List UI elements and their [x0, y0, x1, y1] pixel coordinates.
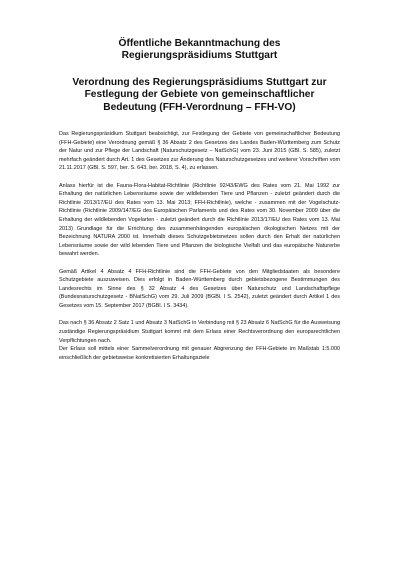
paragraph-collective-regulation: Der Erlass soll mittels einer Sammelverordnung mit genauer Abgrenzung der FFH-Gebiete im Maßstab 1:5.000 einschließlich der gebietsweise konkretisierten Erhaltungsziele	[59, 346, 340, 361]
announcement-heading-line-2: Regierungspräsidiums Stuttgart	[121, 50, 278, 62]
paragraph-article-4: Gemäß Artikel 4 Absatz 4 FFH-Richtlinie sind die FFH-Gebiete von den Mitgliedstaaten als besondere Schutzgebiete auszuweisen. Dies erfolgt in Baden-Württemberg durch gebietsbezogene Bestimmungen des Landesrechts im Sinne des § 32 Absatz 4 des Gesetzes über Naturschutz und Landschaftspflege (Bundesnaturschutzgesetz - BNatSchG) vom 29. Juli 2009 (BGBl. I S. 2542), zuletzt geändert durch Artikel 1 des Gesetzes vom 15. September 2017 (BGBl. I S. 3434).	[59, 268, 340, 309]
regulation-title-line-1: Verordnung des Regierungspräsidiums Stuttgart zur	[72, 76, 327, 88]
paragraph-competence: Das nach § 36 Absatz 2 Satz 1 und Absatz 3 NatSchG in Verbindung mit § 23 Absatz 6 NatSchG für die Ausweisung zuständige Regierungspräsidium Stuttgart kommt mit dem Erlass einer Rechtsverordnung den europarechtlichen Verpflichtungen nach.	[59, 320, 340, 344]
document-content	[59, 38, 340, 362]
paragraph-ffh-directive: Anlass hierfür ist die Fauna-Flora-Habitat-Richtlinie (Richtlinie 92/43/EWG des Rates vom 21. Mai 1992 zur Erhaltung der natürlichen Lebensräume sowie der wildlebenden Tiere und Pflanzen - zuletzt geändert durch die Richtlinie 2013/17/EU des Rates vom 13. Mai 2013; FFH-Richtlinie), welche - zusammen mit der Vogelschutz-Richtlinie (Richtlinie 2009/147/EG des Europäischen Parlaments und des Rates vom 30. November 2009 über die Erhaltung der wildlebenden Vogelarten - zuletzt geändert durch die Richtlinie 2013/17/EU des Rates vom 13. Mai 2013) Grundlage für die Errichtung des zusammenhängenden europäischen ökologischen Netzes mit der Bezeichnung NATURA 2000 ist. Innerhalb dieses Schutzgebietsnetzes sollen durch den Erhalt der natürlichen Lebensräume sowie der wild lebenden Tiere und Pflanzen die biologische Vielfalt und das europäische Naturerbe bewahrt werden.	[59, 182, 340, 258]
announcement-heading	[59, 38, 340, 63]
regulation-title-line-2: Festlegung der Gebiete von gemeinschaftlicher	[84, 89, 315, 101]
regulation-title	[59, 77, 340, 114]
announcement-heading-line-1: Öffentliche Bekanntmachung des	[118, 38, 281, 49]
paragraph-intent: Das Regierungspräsidium Stuttgart beabsichtigt, zur Festlegung der Gebiete von gemeinschaftlicher Bedeutung (FFH-Gebiete) eine Verordnung gemäß § 36 Absatz 2 des Gesetzes des Landes Baden-Württemberg zum Schutz der Natur und zur Pflege der Landschaft (Naturschutzgesetz – NatSchG) vom 23. Juni 2015 (GBl. S. 585), zuletzt mehrfach geändert durch Art. 1 des Gesetzes zur Änderung des Naturschutzgesetzes und weiterer Vorschriften vom 21.11.2017 (GBl. S. 597, ber. S. 643, ber. 2018, S. 4), zu erlassen.	[59, 131, 340, 172]
regulation-title-line-3: Bedeutung (FFH-Verordnung – FFH-VO)	[103, 101, 296, 113]
